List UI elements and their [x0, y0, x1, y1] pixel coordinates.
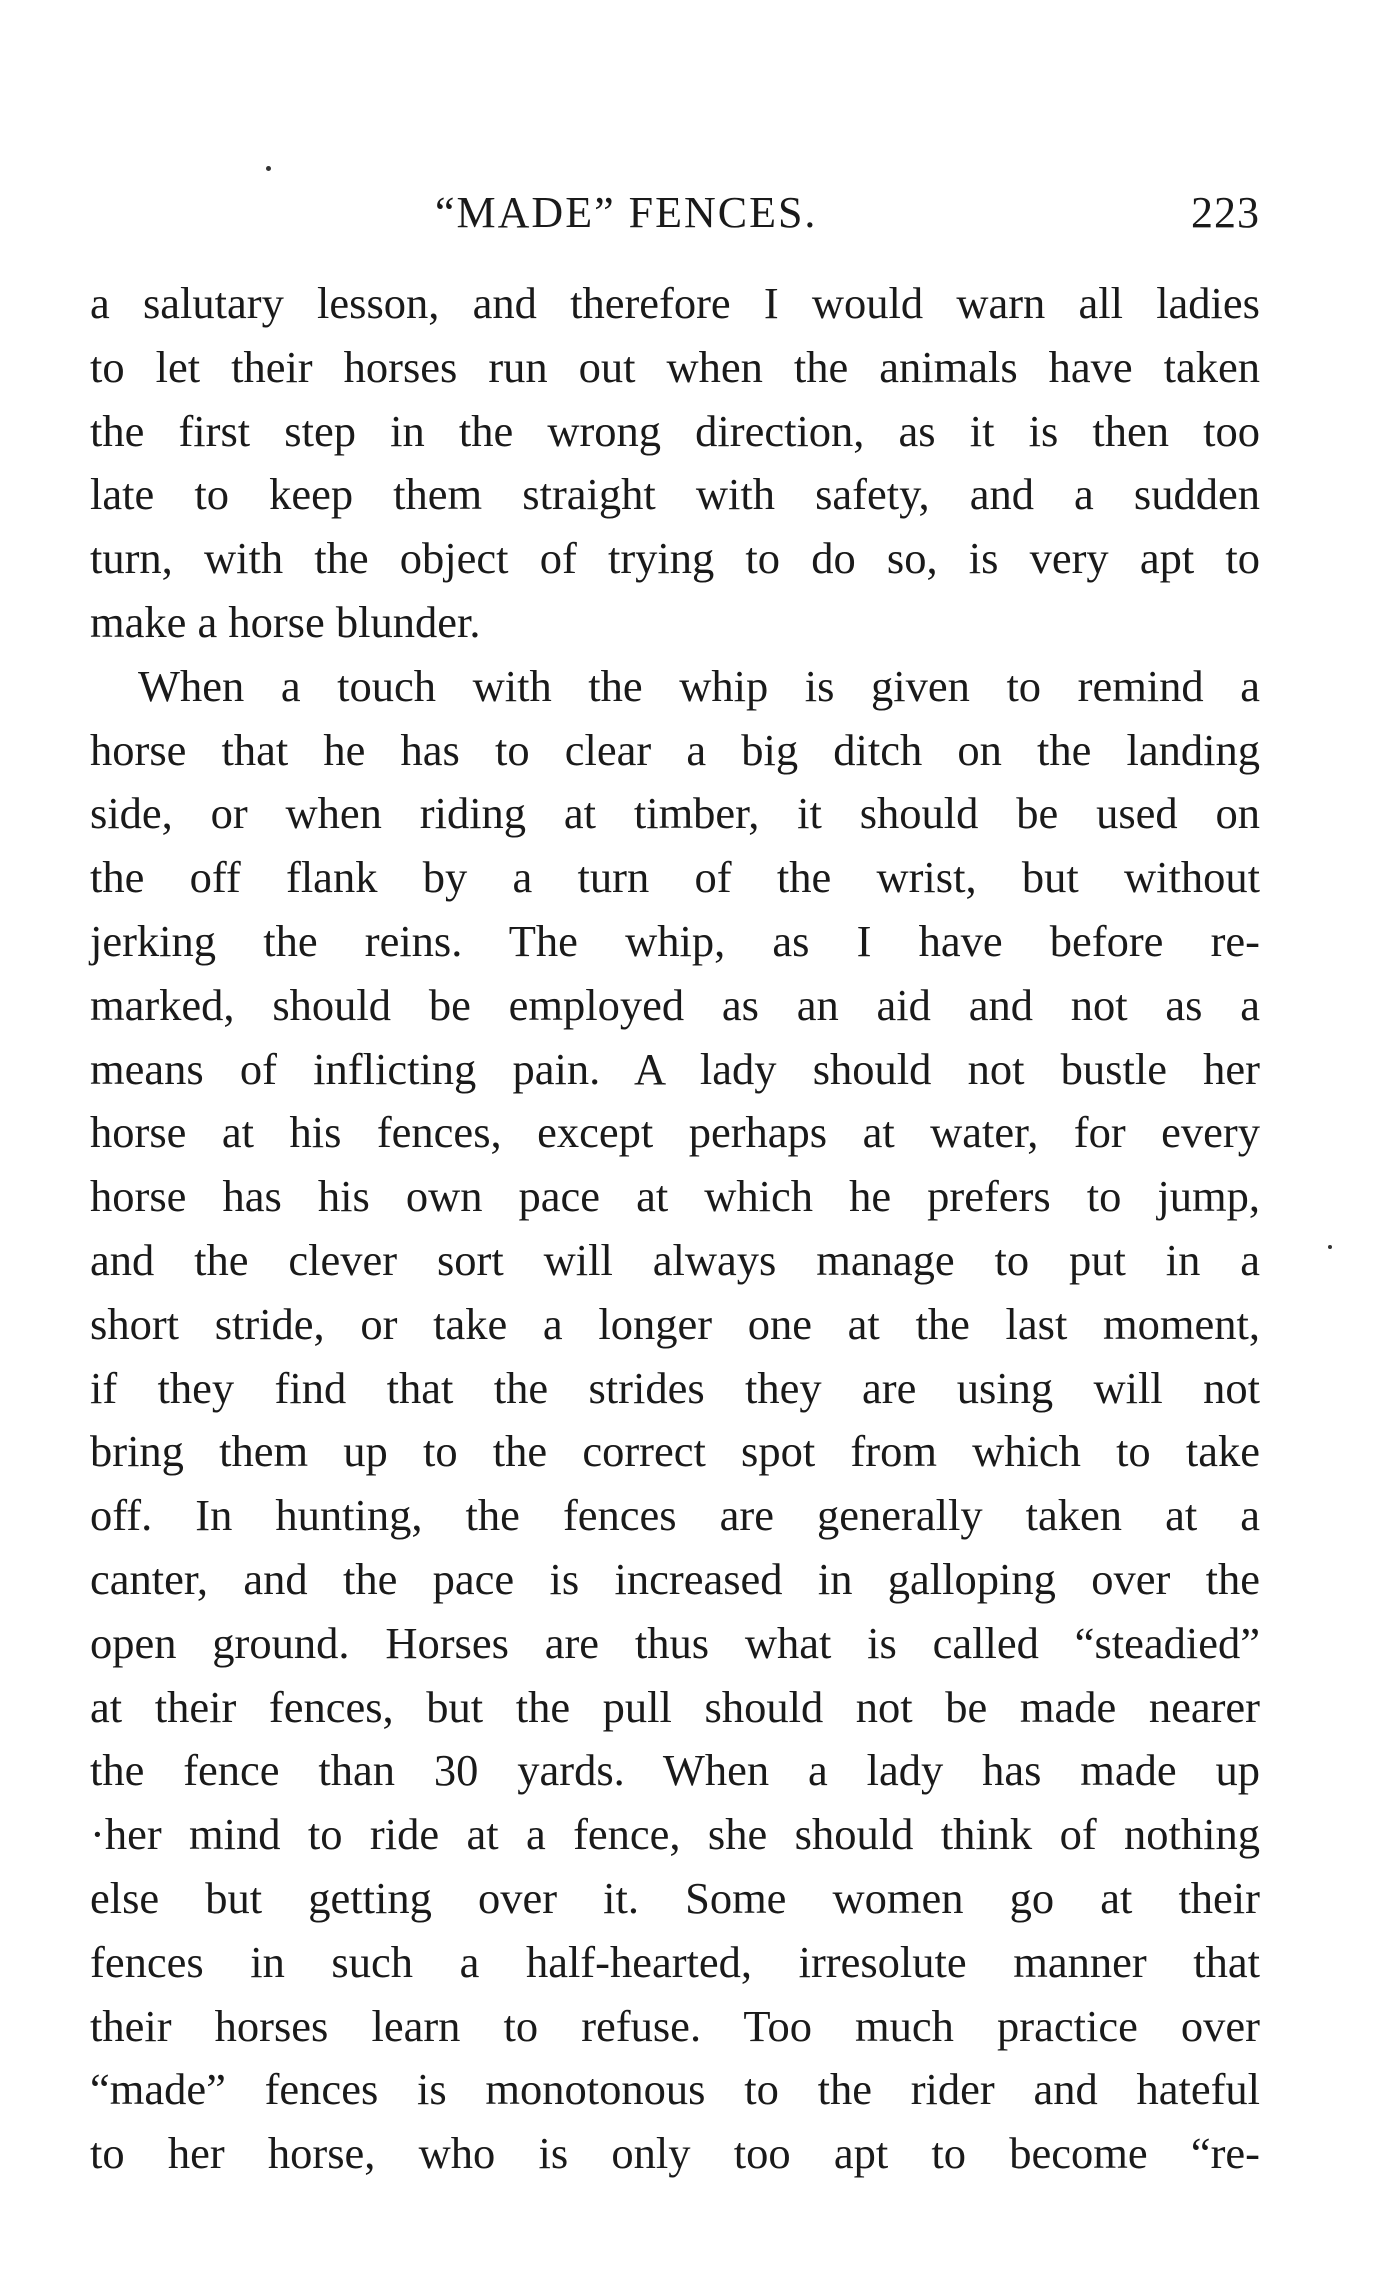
text-line: side, or when riding at timber, it should be used on	[90, 788, 1260, 839]
text-line: horse has his own pace at which he prefers to jump,	[90, 1171, 1260, 1222]
text-line: their horses learn to refuse. Too much practice over	[90, 2000, 1260, 2051]
text-line: horse at his fences, except perhaps at water, for every	[90, 1107, 1260, 1158]
text-line: marked, should be employed as an aid and not as a	[90, 979, 1260, 1030]
text-line: “made” fences is monotonous to the rider and hateful	[90, 2064, 1260, 2115]
running-title: “MADE” FENCES.	[435, 188, 818, 237]
text-line: means of inflicting pain. A lady should not bustle her	[90, 1043, 1260, 1094]
text-line: and the clever sort will always manage to put in a	[90, 1234, 1260, 1285]
paragraph	[90, 272, 1260, 655]
text-line: the off flank by a turn of the wrist, but without	[90, 852, 1260, 903]
text-line: late to keep them straight with safety, and a sudden	[90, 469, 1260, 520]
text-line: else but getting over it. Some women go at their	[90, 1872, 1260, 1923]
text-line: if they find that the strides they are using will not	[90, 1362, 1260, 1413]
text-line: to let their horses run out when the animals have taken	[90, 341, 1260, 392]
text-line: fences in such a half-hearted, irresolute manner that	[90, 1936, 1260, 1987]
page-number: 223	[1191, 188, 1260, 237]
text-line: open ground. Horses are thus what is called “steadied”	[90, 1617, 1260, 1668]
body-text	[90, 272, 1260, 2186]
text-line: canter, and the pace is increased in galloping over the	[90, 1553, 1260, 1604]
text-line: jerking the reins. The whip, as I have before re-	[90, 915, 1260, 966]
text-line: horse that he has to clear a big ditch on the landing	[90, 724, 1260, 775]
text-line: the first step in the wrong direction, as it is then too	[90, 405, 1260, 456]
text-line: bring them up to the correct spot from which to take	[90, 1426, 1260, 1477]
text-line: short stride, or take a longer one at the last moment,	[90, 1298, 1260, 1349]
text-line: the fence than 30 yards. When a lady has made up	[90, 1745, 1260, 1796]
text-line: to her horse, who is only too apt to become “re-	[90, 2128, 1260, 2179]
ink-speck	[266, 166, 271, 171]
text-line: turn, with the object of trying to do so, is very apt to	[90, 533, 1260, 584]
ink-speck	[1328, 1245, 1332, 1249]
paragraph	[90, 655, 1260, 2186]
text-line: ·her mind to ride at a fence, she should think of nothing	[90, 1809, 1260, 1860]
text-line: off. In hunting, the fences are generally taken at a	[90, 1490, 1260, 1541]
text-line: a salutary lesson, and therefore I would warn all ladies	[90, 278, 1260, 328]
running-head	[90, 187, 1260, 247]
text-line: make a horse blunder.	[90, 596, 481, 647]
text-line: at their fences, but the pull should not be made nearer	[90, 1681, 1260, 1732]
text-line: When a touch with the whip is given to remind a	[138, 660, 1260, 711]
